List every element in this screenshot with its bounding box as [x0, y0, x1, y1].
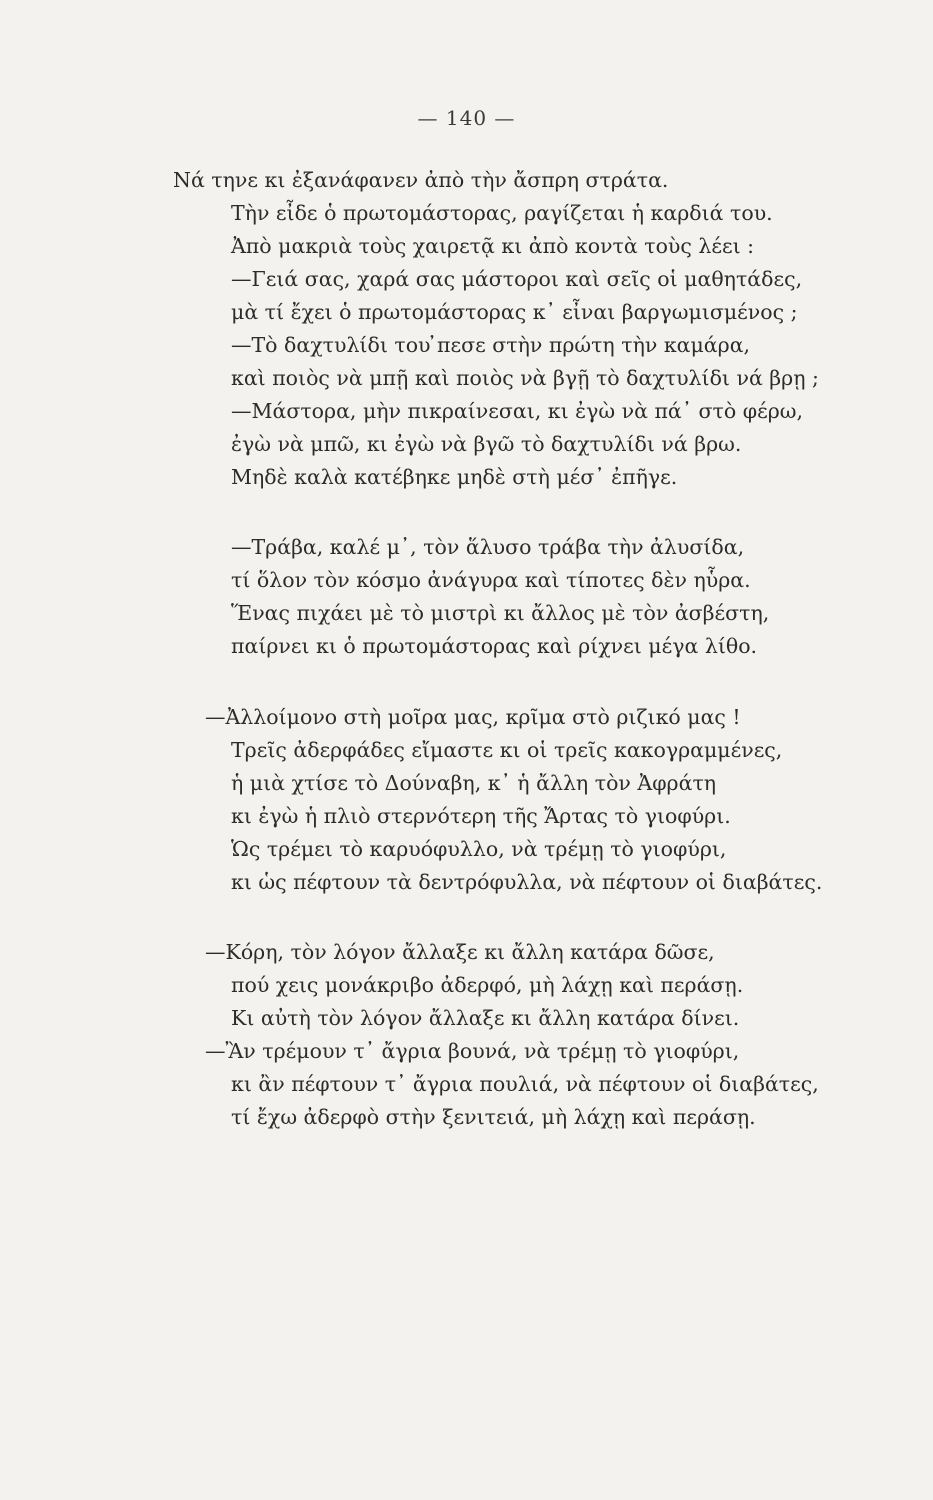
poem-line: —Γειά σας, χαρά σας μάστοροι καὶ σεῖς οἱ μαθητάδες,	[231, 267, 803, 291]
poem-line: κι ὡς πέφτουν τὰ δεντρόφυλλα, νὰ πέφτουν οἱ διαβάτες.	[231, 870, 823, 894]
poem-line: καὶ ποιὸς νὰ μπῇ καὶ ποιὸς νὰ βγῇ τὸ δαχτυλίδι νά βρῃ ;	[231, 366, 819, 390]
poem-line: ἡ μιὰ χτίσε τὸ Δούναβη, κ᾽ ἡ ἄλλη τὸν Ἀφράτη	[231, 771, 717, 795]
poem-line: Νά τηνε κι ἐξανάφανεν ἀπὸ τὴν ἄσπρη στράτα.	[173, 168, 669, 192]
poem-line: —Ἀλλοίμονο στὴ μοῖρα μας, κρῖμα στὸ ριζικό μας !	[205, 705, 741, 729]
poem-line: Τρεῖς ἀδερφάδες εἴμαστε κι οἱ τρεῖς κακογραμμένες,	[231, 738, 783, 762]
poem-line: κι ἂν πέφτουν τ᾽ ἄγρια πουλιά, νὰ πέφτουν οἱ διαβάτες,	[231, 1072, 819, 1096]
poem-line: —Κόρη, τὸν λόγον ἄλλαξε κι ἄλλη κατάρα δῶσε,	[205, 940, 715, 964]
poem-line: —Τὸ δαχτυλίδι του ̓πεσε στὴν πρώτη τὴν καμάρα,	[231, 333, 751, 357]
poem-line: Τὴν εἶδε ὁ πρωτομάστορας, ραγίζεται ἡ καρδιά του.	[231, 201, 773, 225]
poem-line: ἐγὼ νὰ μπῶ, κι ἐγὼ νὰ βγῶ τὸ δαχτυλίδι νά βρω.	[231, 432, 742, 456]
poem-line: τί ὅλον τὸν κόσμο ἀνάγυρα καὶ τίποτες δὲν ηὗρα.	[231, 568, 751, 592]
poem-line: κι ἐγὼ ἡ πλιὸ στερνότερη τῆς Ἄρτας τὸ γιοφύρι.	[231, 804, 731, 828]
poem-line: Ἕνας πιχάει μὲ τὸ μιστρὶ κι ἄλλος μὲ τὸν ἀσβέστη,	[231, 601, 770, 625]
poem-line: παίρνει κι ὁ πρωτομάστορας καὶ ρίχνει μέγα λίθο.	[231, 634, 758, 658]
poem-line: μὰ τί ἔχει ὁ πρωτομάστορας κ᾽ εἶναι βαργωμισμένος ;	[231, 300, 798, 324]
poem-line: Ὡς τρέμει τὸ καρυόφυλλο, νὰ τρέμῃ τὸ γιοφύρι,	[231, 837, 727, 861]
poem-line: Ἀπὸ μακριὰ τοὺς χαιρετᾷ κι ἀπὸ κοντὰ τοὺς λέει :	[231, 234, 755, 258]
poem-line: τί ἔχω ἀδερφὸ στὴν ξενιτειά, μὴ λάχῃ καὶ περάσῃ.	[231, 1105, 756, 1129]
poem-line: Μηδὲ καλὰ κατέβηκε μηδὲ στὴ μέσ᾽ ἐπῆγε.	[231, 465, 678, 489]
poem-line: —Ἂν τρέμουν τ᾽ ἄγρια βουνά, νὰ τρέμῃ τὸ γιοφύρι,	[205, 1039, 740, 1063]
poem-line: —Μάστορα, μὴν πικραίνεσαι, κι ἐγὼ νὰ πά᾽ στὸ φέρω,	[231, 399, 803, 423]
poem-line: Κι αὐτὴ τὸν λόγον ἄλλαξε κι ἄλλη κατάρα δίνει.	[231, 1006, 740, 1030]
poem-line: —Τράβα, καλέ μ᾽, τὸν ἅλυσο τράβα τὴν ἀλυσίδα,	[231, 535, 745, 559]
poem-line: πού χεις μονάκριβο ἀδερφό, μὴ λάχῃ καὶ περάσῃ.	[231, 973, 744, 997]
page-number: — 140 —	[417, 106, 516, 130]
